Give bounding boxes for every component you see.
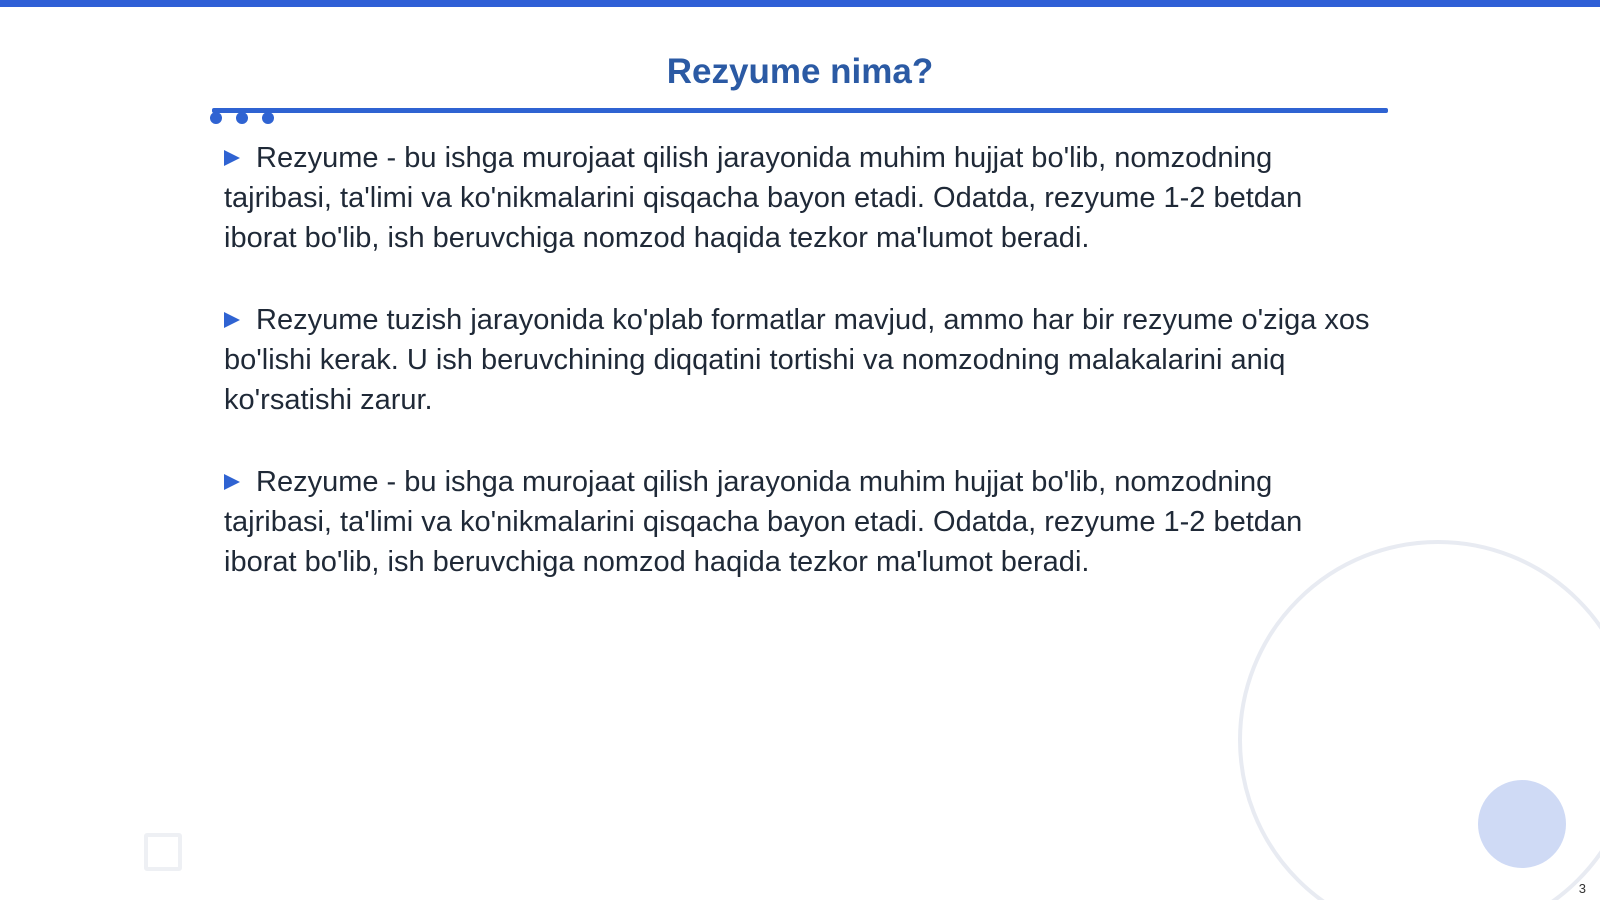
bullet-item — [224, 300, 1374, 420]
page-number: 3 — [1578, 881, 1586, 896]
slide-title: Rezyume nima? — [666, 52, 934, 91]
title-underline — [212, 108, 1388, 113]
bullet-item — [224, 462, 1374, 582]
bullet-text: Rezyume - bu ishga murojaat qilish jarayonida muhim hujjat bo'lib, nomzodning tajribasi, ta'limi va ko'nikmalarini qisqacha bayon etadi. Odatda, rezyume 1-2 betdan iborat bo'lib, ish beruvchiga nomzod haqida tezkor ma'lumot beradi. — [224, 142, 1303, 254]
decorative-dot — [236, 112, 248, 124]
triangle-right-icon — [224, 312, 240, 328]
decorative-circle-filled — [1478, 780, 1566, 868]
bullet-text: Rezyume tuzish jarayonida ko'plab formatlar mavjud, ammo har bir rezyume o'ziga xos bo'lishi kerak. U ish beruvchining diqqatini tortishi va nomzodning malakalarini aniq ko'rsatishi zarur. — [224, 304, 1370, 416]
bullet-list — [224, 138, 1374, 624]
triangle-right-icon — [224, 474, 240, 490]
decorative-dot — [262, 112, 274, 124]
decorative-dot — [210, 112, 222, 124]
top-accent-bar — [0, 0, 1600, 7]
triangle-right-icon — [224, 150, 240, 166]
bullet-text: Rezyume - bu ishga murojaat qilish jarayonida muhim hujjat bo'lib, nomzodning tajribasi, ta'limi va ko'nikmalarini qisqacha bayon etadi. Odatda, rezyume 1-2 betdan iborat bo'lib, ish beruvchiga nomzod haqida tezkor ma'lumot beradi. — [224, 466, 1303, 578]
decorative-square — [144, 833, 182, 871]
bullet-item — [224, 138, 1374, 258]
